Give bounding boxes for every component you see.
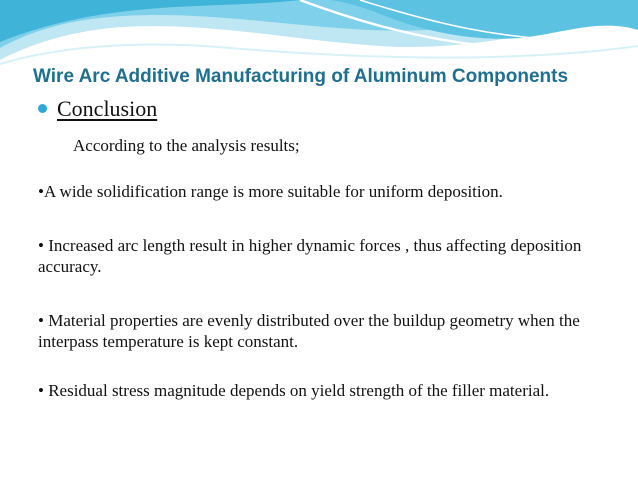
section-heading: Conclusion — [57, 96, 158, 121]
conclusion-point-1: •A wide solidification range is more suitable for uniform deposition. — [38, 182, 503, 201]
slide-title: Wire Arc Additive Manufacturing of Aluminum Components — [33, 66, 569, 87]
bullet-dot-icon — [38, 104, 47, 113]
intro-text: According to the analysis results; — [73, 136, 300, 155]
conclusion-point-4: • Residual stress magnitude depends on yield strength of the filler material. — [38, 381, 550, 400]
conclusion-point-3: • Material properties are evenly distributed over the buildup geometry when the interpass temperature is kept constant. — [38, 311, 580, 351]
conclusion-point-2: • Increased arc length result in higher dynamic forces , thus affecting deposition accuracy. — [38, 236, 582, 276]
